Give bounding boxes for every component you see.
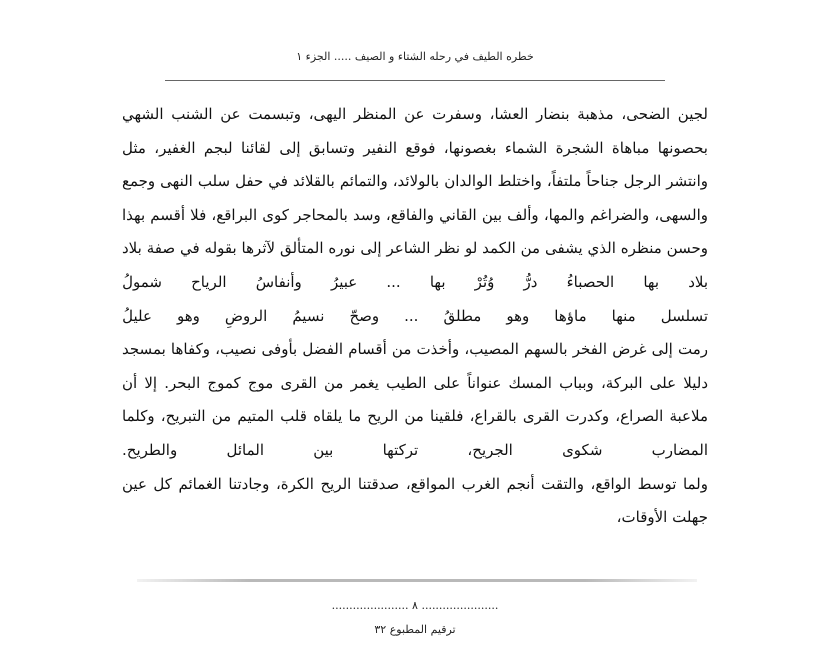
header-divider (165, 80, 665, 81)
verse-line-2 (122, 300, 708, 334)
verse-word: بلاد (688, 272, 708, 291)
text-line: جهلت الأوقات، (616, 508, 708, 527)
text-line: رمت إلى غرض الفخر بالسهم المصيب، وأخذت من أقسام الفضل بأوفى نصيب، وكفاها بمسجد (122, 340, 708, 359)
verse-word: تسلسل (660, 306, 708, 325)
verse-word: والطريح. (122, 440, 178, 459)
verse-word: وأنفاسُ (255, 272, 302, 291)
text-line: وحسن منظره الذي يشفى من الكمد لو نظر الشاعر إلى نوره المتألق لآثرها بقوله في صفة بلاد (122, 239, 708, 258)
verse-word: نسيمُ (292, 306, 325, 325)
text-line: دليلا على البركة، وبباب المسك عنواناً على الطيب يغمر من القرى موج كموج البحر. إلا أن (122, 373, 708, 392)
running-header: خطره الطيف في رحله الشتاء و الصيف ..... الجزء ١ (296, 50, 534, 63)
page-number: ...................... ٨ ...................... (331, 599, 499, 612)
verse-word: شمولُ (122, 272, 162, 291)
body-text (122, 98, 708, 535)
verse-word: شكوى (562, 440, 603, 459)
verse-word: بها (429, 272, 446, 291)
verse-word: بها (643, 272, 660, 291)
verse-word: وُتُرْ (474, 272, 495, 291)
verse-word: المضارب (651, 440, 708, 459)
text-line: وانتشر الرجل جناحاً ملتفاً، واختلط الوالدان بالولائد، والتمائم بالقلائد في حفل سلب النهى وجمع (122, 172, 708, 191)
verse-separator: ... (386, 272, 401, 291)
text-line: ولما توسط الواقع، والتقت أنجم الغرب المواقع، صدقتنا الريح الكرة، وجادتنا الغمائم كل عين (122, 474, 708, 493)
verse-word: وهو (176, 306, 200, 325)
verse-word: عليلُ (122, 306, 152, 325)
verse-word: بين (313, 440, 334, 459)
text-line: والسهى، والضراغم والمها، وألف بين القاني والفاقع، وسد بالمحاجر كوى البراقع، فلا أقسم بهذا (122, 205, 708, 224)
verse-word: الرياح (191, 272, 227, 291)
verse-word: درُّ (523, 272, 538, 291)
verse-word: ماؤها (554, 306, 587, 325)
verse-word: تركتها (382, 440, 419, 459)
verse-word: الجريح، (467, 440, 513, 459)
verse-word: مطلقُ (443, 306, 482, 325)
verse-word: منها (611, 306, 636, 325)
verse-word: وهو (506, 306, 530, 325)
verse-line-1 (122, 266, 708, 300)
verse-word: الروضِ (224, 306, 268, 325)
footer-divider (137, 579, 697, 582)
verse-word: عبيرُ (330, 272, 358, 291)
print-page-number: ترقيم المطبوع ٣٢ (374, 623, 456, 636)
text-line: لجين الضحى، مذهبة بنضار العشا، وسفرت عن المنظر اليهى، وتبسمت عن الشنب الشهي (122, 105, 708, 123)
verse-word: الحصباءُ (566, 272, 615, 291)
verse-line-3 (122, 434, 708, 468)
verse-word: وصحّ (349, 306, 380, 325)
text-line: بحصونها مباهاة الشجرة الشماء بغصونها، فوقع النفير وتسابق إلى لقائنا لبجم الغفير، مثل (122, 138, 708, 157)
verse-word: المائل (226, 440, 264, 459)
text-line: ملاعبة الصراع، وكدرت القرى بالقراع، فلقينا من الريح ما يلقاه قلب المتيم من التبريح، وكلما (122, 407, 708, 426)
verse-separator: ... (404, 306, 419, 325)
